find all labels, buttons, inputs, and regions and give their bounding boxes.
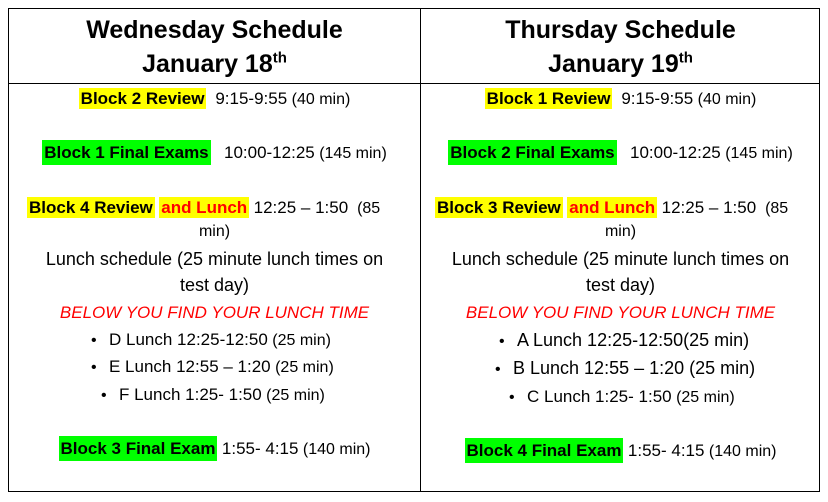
lunch-duration: (25 min) [266,387,325,404]
lunch-label: D Lunch 12:25-12:50 [109,330,268,349]
block3-and-lunch: and Lunch [569,198,656,217]
thursday-title [421,13,820,81]
block3-review-row-cont [421,223,820,241]
block3-review-row [435,198,828,218]
wednesday-date-text: January 18 [142,50,273,78]
bullet-icon: • [509,389,515,406]
thursday-column [421,9,820,491]
thursday-date [421,47,820,81]
lunch-item [499,330,828,351]
block4-review-time: 12:25 – 1:50 [253,198,349,217]
block3-final-time: 1:55- 4:15 [221,439,299,458]
block2-final-label: Block 2 Final Exams [448,140,616,165]
thursday-date-text: January 19 [548,50,679,78]
block3-review-duration-b: min) [604,223,637,240]
block4-final-label: Block 4 Final Exam [465,438,624,463]
block1-final-label: Block 1 Final Exams [42,140,210,165]
block1-review-row [421,89,820,109]
lunch-schedule-line1: Lunch schedule (25 minute lunch times on [45,249,384,269]
block4-review-duration-a: (85 [357,200,381,217]
below-lunch-note: BELOW YOU FIND YOUR LUNCH TIME [59,303,370,322]
block1-final-time: 10:00-12:25 [223,143,315,162]
wednesday-date [9,47,420,81]
lunch-schedule-line2: test day) [585,275,656,295]
block3-review-duration-a: (85 [765,200,789,217]
wednesday-title-line1: Wednesday Schedule [86,16,343,44]
lunch-label: E Lunch 12:55 – 1:20 [109,357,271,376]
schedule-table [8,8,820,492]
block3-final-row [9,439,420,459]
block2-review-duration: (40 min) [291,91,351,108]
lunch-label: C Lunch 1:25- 1:50 [527,387,672,406]
block3-review-label: Block 3 Review [437,198,561,217]
bullet-icon: • [101,387,107,404]
block1-review-duration: (40 min) [697,91,757,108]
wednesday-date-sup: th [272,49,287,67]
block1-final-row [9,143,420,163]
lunch-label: B Lunch 12:55 – 1:20 (25 min) [513,358,756,378]
block4-review-duration-b: min) [198,223,231,240]
block2-final-row [421,143,820,163]
block2-final-duration: (145 min) [725,145,793,162]
bullet-icon: • [91,332,97,349]
lunch-label: A Lunch 12:25-12:50(25 min) [517,330,750,350]
thursday-date-sup: th [678,49,693,67]
lunch-duration: (25 min) [676,389,735,406]
lunch-item [509,387,828,407]
wednesday-title [9,13,420,81]
block4-final-row [421,441,820,461]
lunch-item [495,358,828,379]
block4-review-row-cont [9,223,420,241]
block4-and-lunch: and Lunch [161,198,248,217]
lunch-label: F Lunch 1:25- 1:50 [119,385,262,404]
block3-final-duration: (140 min) [302,441,371,458]
block3-review-time: 12:25 – 1:50 [661,198,757,217]
thursday-title-line1: Thursday Schedule [505,16,736,44]
below-lunch-note: BELOW YOU FIND YOUR LUNCH TIME [465,303,776,322]
block4-final-time: 1:55- 4:15 [627,441,705,460]
lunch-duration: (25 min) [275,359,334,376]
block2-review-label: Block 2 Review [80,89,205,108]
bullet-icon: • [91,359,97,376]
block2-review-row [9,89,420,109]
block1-final-duration: (145 min) [319,145,387,162]
block1-review-time: 9:15-9:55 [621,89,694,108]
wednesday-column [9,9,420,491]
bullet-icon: • [499,333,505,350]
block3-final-label: Block 3 Final Exam [59,436,218,461]
block2-final-time: 10:00-12:25 [629,143,721,162]
block1-review-label: Block 1 Review [486,89,611,108]
lunch-schedule-line2: test day) [179,275,250,295]
bullet-icon: • [495,361,501,378]
lunch-schedule-line1: Lunch schedule (25 minute lunch times on [451,249,790,269]
block4-final-duration: (140 min) [708,443,777,460]
lunch-duration: (25 min) [272,332,331,349]
block2-review-time: 9:15-9:55 [215,89,288,108]
block4-review-label: Block 4 Review [29,198,153,217]
block4-review-row [27,198,438,218]
